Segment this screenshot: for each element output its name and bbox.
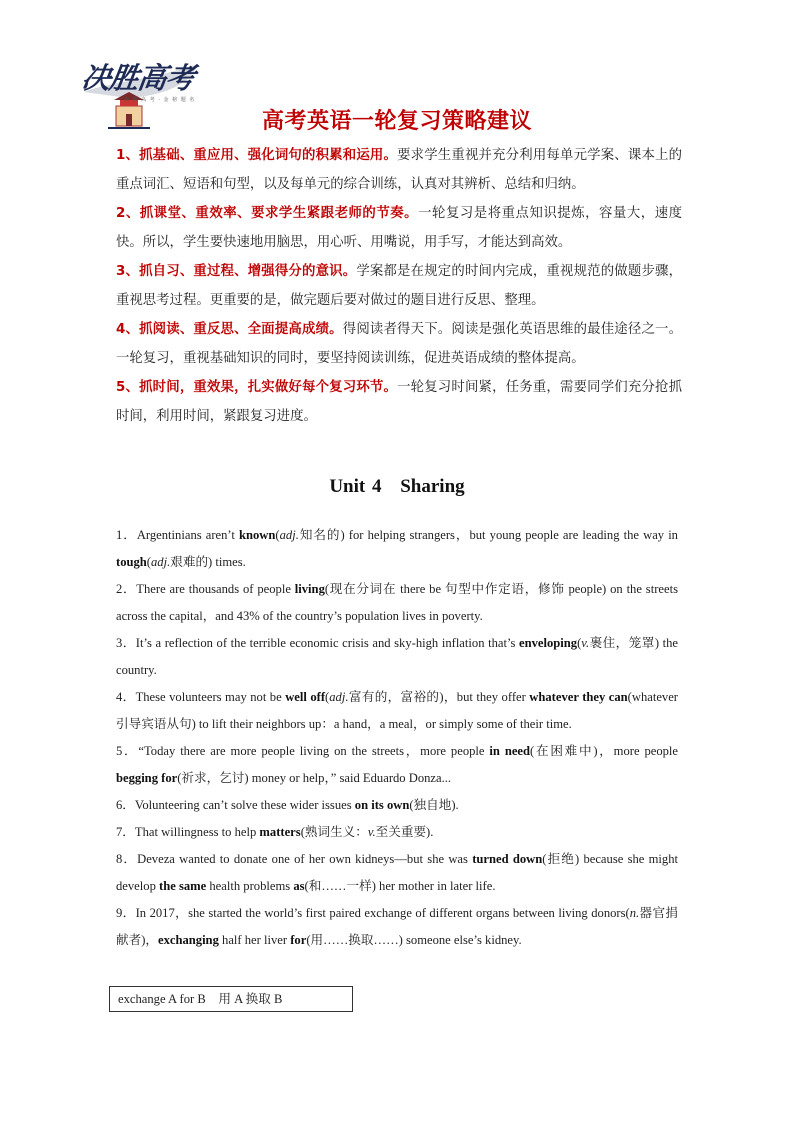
sentence-text: (whatever 引导宾语从句) to lift their neighbors up：a hand，a meal，or simply some of their time. [116, 690, 679, 731]
tip-item [116, 199, 682, 257]
sentence-text: (用……换取……) someone else’s kidney. [306, 933, 522, 947]
key-phrase: well off [285, 690, 326, 704]
tip-item [116, 315, 682, 373]
sentence-text: (熟词生义： [300, 825, 368, 839]
sentence-text: (拒绝) because she might develop [116, 852, 679, 893]
tip-text: 要求学生重视并充分利用每单元学案、课本上的重点词汇、短语和句型，以及每单元的综合训练，认真对其辨析、总结和归纳。 [116, 148, 682, 192]
tip-item [116, 373, 682, 431]
sentence-text: half her liver [218, 933, 291, 947]
key-phrase: enveloping [519, 636, 578, 650]
sentence-item [116, 684, 678, 738]
part-of-speech: v. [367, 825, 376, 839]
sentence-text: 2．There are thousands of people [116, 582, 295, 596]
sentence-text: ( [325, 690, 330, 704]
sentence-item [116, 630, 678, 684]
sentence-text: 4．These volunteers may not be [116, 690, 286, 704]
key-phrase: the same [159, 879, 207, 893]
sentence-text: 富有的，富裕的)，but they offer [348, 690, 530, 704]
tip-lead: 4、抓阅读、重反思、全面提高成绩。 [116, 322, 343, 337]
key-phrase: whatever they can [529, 690, 628, 704]
sentence-text: health problems [206, 879, 294, 893]
tip-text: 得阅读者得天下。阅读是强化英语思维的最佳途径之一。一轮复习，重视基础知识的同时，要坚持阅读训练，促进英语成绩的整体提高。 [116, 322, 682, 366]
key-phrase: exchanging [157, 933, 219, 947]
sentence-text: 7．That willingness to help [116, 825, 260, 839]
sentence-text: (在困难中)，more people [530, 744, 679, 758]
sentence-item [116, 576, 678, 630]
sentence-text: 3．It’s a reflection of the terrible economic crisis and sky-high inflation that’s [116, 636, 519, 650]
sentence-text: 知名的) for helping strangers，but young people are leading the way in [298, 528, 678, 542]
tip-lead: 1、抓基础、重应用、强化词句的积累和运用。 [116, 148, 398, 163]
tip-item [116, 257, 682, 315]
key-phrase: in need [489, 744, 531, 758]
strategy-tips-list [116, 141, 682, 431]
key-phrase: tough [116, 555, 147, 569]
key-phrase: turned down [472, 852, 543, 866]
tip-lead: 3、抓自习、重过程、增强得分的意识。 [116, 264, 357, 279]
key-phrase: on its own [354, 798, 410, 812]
sentence-text: 器官捐献者)， [116, 906, 678, 947]
key-phrase: begging for [116, 771, 178, 785]
key-phrase: living [294, 582, 325, 596]
sentence-text: 8．Deveza wanted to donate one of her own kidneys—but she was [116, 852, 473, 866]
usage-note-box: exchange A for B 用 A 换取 B [109, 986, 353, 1012]
tip-lead: 2、抓课堂、重效率、要求学生紧跟老师的节奏。 [116, 206, 419, 221]
unit-name: Sharing [400, 476, 465, 497]
part-of-speech: v. [581, 636, 590, 650]
logo-title: 决胜高考 [79, 61, 197, 95]
sentence-text: 裹住，笼罩) the country. [116, 636, 679, 677]
sentence-text: 1．Argentinians aren’t [116, 528, 239, 542]
logo-subtitle: 决 胜 高 考 · 金 榜 题 名 [124, 97, 196, 103]
tip-text: 一轮复习时间紧，任务重，需要同学们充分抢抓时间，利用时间，紧跟复习进度。 [116, 380, 682, 424]
sentence-text: ( [146, 555, 151, 569]
part-of-speech: adj. [329, 690, 349, 704]
sentence-text: 6．Volunteering can’t solve these wider issues [116, 798, 355, 812]
tip-text: 学案都是在规定的时间内完成，重视规范的做题步骤，重视思考过程。更重要的是，做完题后要对做过的题目进行反思、整理。 [116, 264, 682, 308]
sentence-item [116, 792, 678, 819]
sentence-item [116, 846, 678, 900]
unit-number: Unit 4 [329, 476, 382, 497]
sentence-text: ( [275, 528, 280, 542]
key-phrase: known [239, 528, 276, 542]
part-of-speech: adj. [151, 555, 171, 569]
sentence-text: 至关重要). [375, 825, 434, 839]
part-of-speech: adj. [279, 528, 299, 542]
sentence-item [116, 738, 678, 792]
sentence-text: 艰难的) times. [170, 555, 246, 569]
sentence-text: (祈求，乞讨) money or help，” said Eduardo Donza... [177, 771, 452, 785]
sentence-item [116, 900, 678, 954]
key-phrase: matters [259, 825, 301, 839]
sentence-text: 5．“Today there are more people living on the streets，more people [116, 744, 490, 758]
tip-lead: 5、抓时间，重效果，扎实做好每个复习环节。 [116, 380, 398, 395]
key-phrase: for [290, 933, 307, 947]
sentence-text: ( [577, 636, 582, 650]
document-title: 高考英语一轮复习策略建议 [261, 109, 532, 134]
sentence-list [116, 522, 678, 954]
tip-text: 一轮复习是将重点知识提炼，容量大，速度快。所以，学生要快速地用脑思，用心听、用嘴说，用手写，才能达到高效。 [116, 206, 683, 250]
unit-heading [0, 476, 794, 498]
sentence-text: 9．In 2017，she started the world’s first paired exchange of different organs between living donors( [116, 906, 630, 920]
sentence-item [116, 819, 678, 846]
part-of-speech: n. [629, 906, 640, 920]
tip-item [116, 141, 682, 199]
sentence-text: (现在分词在 there be 句型中作定语，修饰 people) on the streets across the capital，and 43% of the country’s population lives in poverty. [116, 582, 678, 623]
sentence-item [116, 522, 678, 576]
sentence-text: (独自地). [409, 798, 459, 812]
key-phrase: as [293, 879, 305, 893]
sentence-text: (和……一样) her mother in later life. [304, 879, 496, 893]
